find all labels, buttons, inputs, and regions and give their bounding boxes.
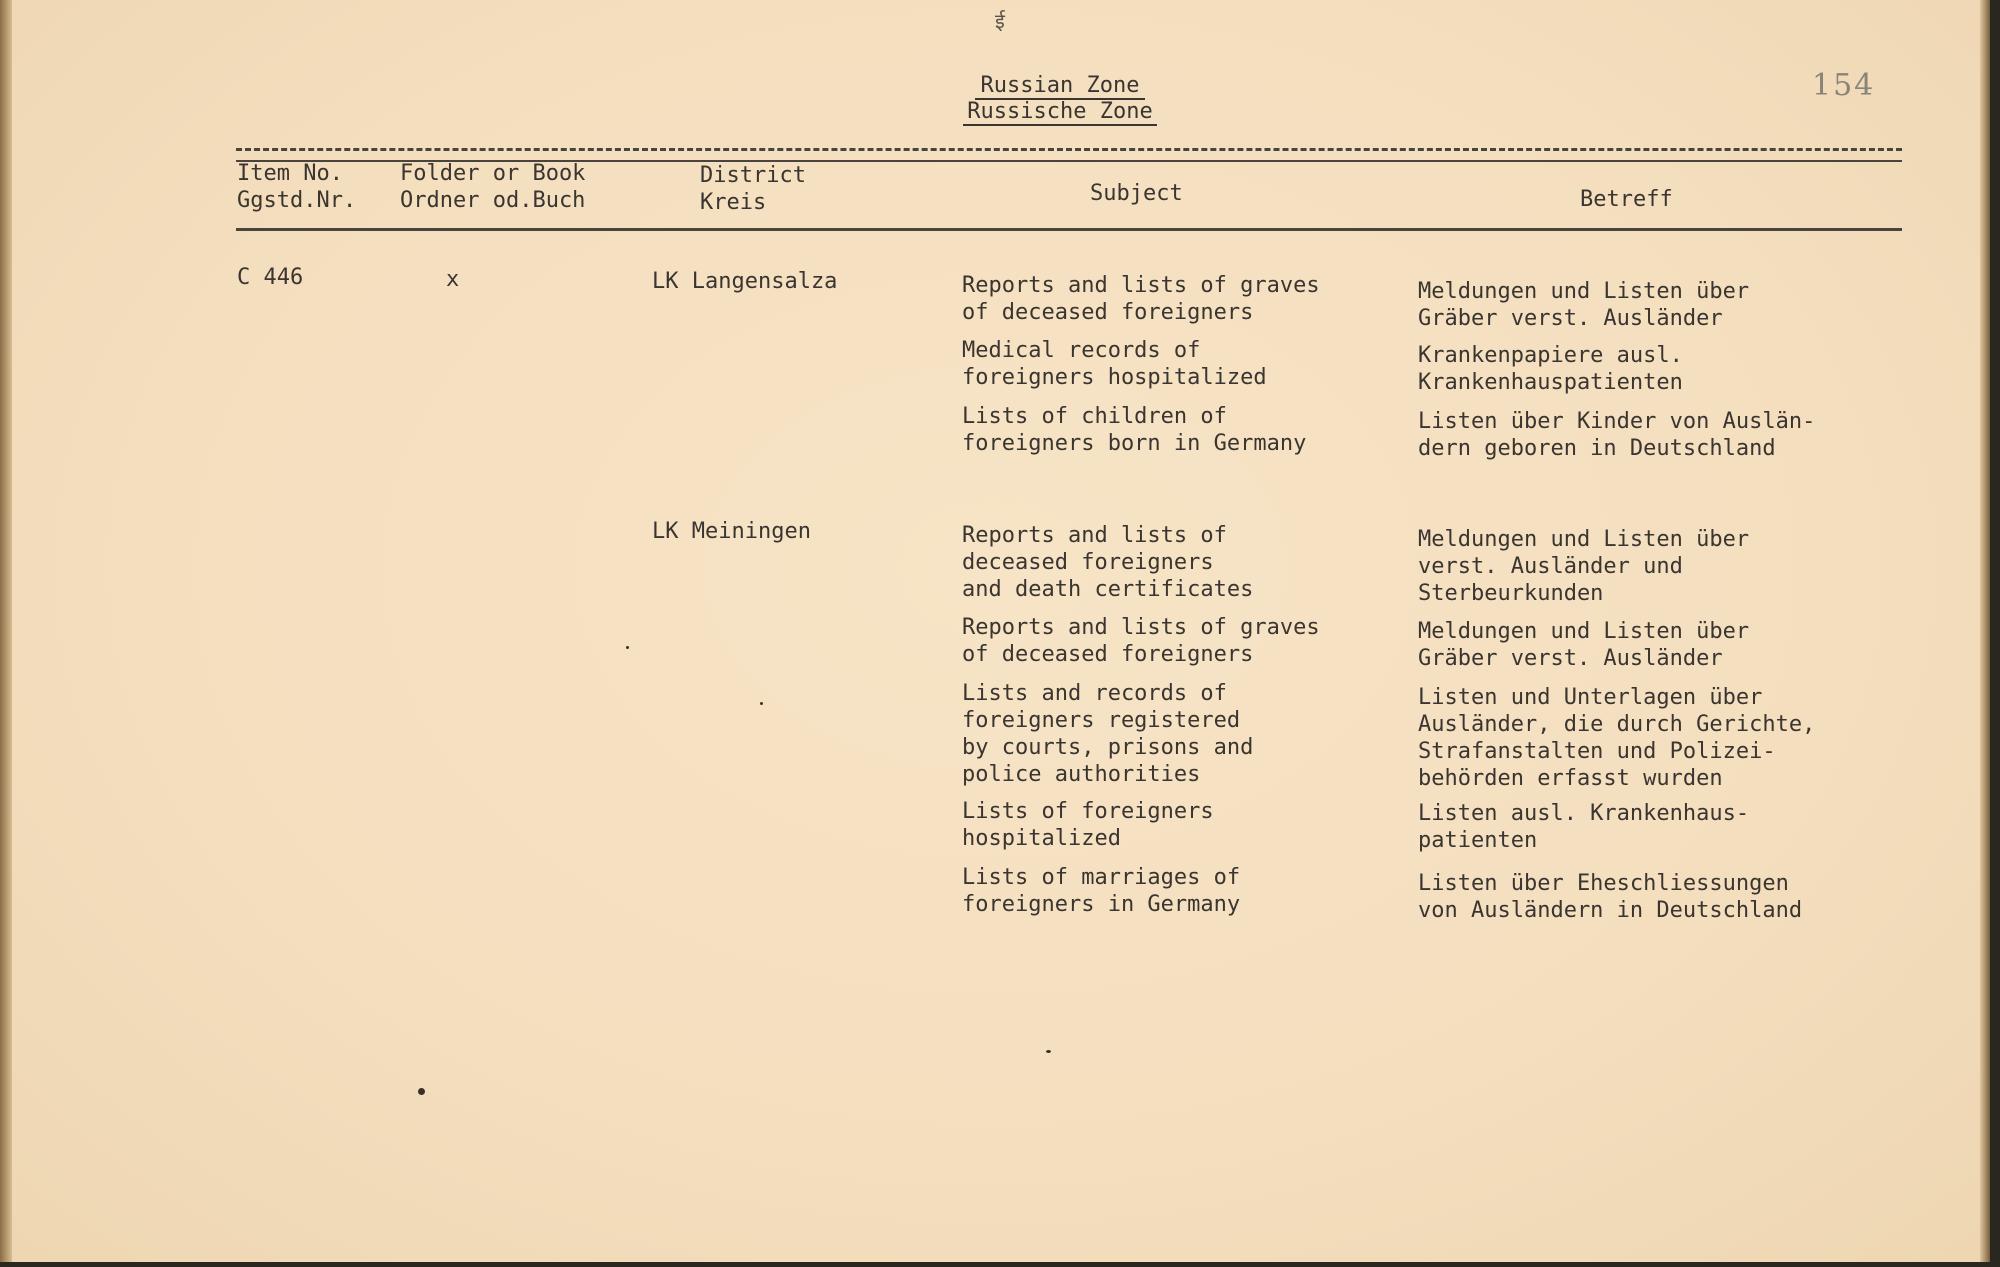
paper-speck: [1046, 1050, 1051, 1053]
top-mark: ई: [995, 9, 1005, 33]
paper-speck: [626, 646, 629, 649]
subject-cell: Lists of marriages of foreigners in Germany: [962, 865, 1241, 917]
header-bottom-rule: [236, 228, 1902, 231]
subject-cell: Lists of foreigners hospitalized: [962, 799, 1214, 851]
betreff-cell: Listen und Unterlagen über Ausländer, die durch Gerichte, Strafanstalten und Polizei- behörden erfasst wurden: [1418, 685, 1816, 791]
zone-title: [940, 74, 1180, 126]
betreff-cell: Listen über Eheschliessungen von Ausländern in Deutschland: [1418, 871, 1803, 923]
betreff-cell: Meldungen und Listen über Gräber verst. Ausländer: [1418, 279, 1750, 331]
column-header-subject: Subject: [1090, 181, 1183, 206]
subject-cell: Lists of children of foreigners born in Germany: [962, 404, 1307, 456]
column-header-item-no: Item No. Ggstd.Nr.: [237, 161, 357, 213]
header-top-rule: [236, 148, 1902, 151]
subject-cell: Reports and lists of graves of deceased foreigners: [962, 615, 1320, 667]
column-header-district: District Kreis: [700, 163, 806, 215]
betreff-cell: Meldungen und Listen über Gräber verst. Ausländer: [1418, 619, 1750, 671]
entry-folder: x: [446, 267, 460, 292]
zone-title-german: Russische Zone: [963, 100, 1156, 126]
entry-item-no: C 446: [237, 265, 304, 290]
subject-cell: Reports and lists of graves of deceased foreigners: [962, 273, 1320, 325]
zone-title-english: Russian Zone: [975, 74, 1146, 100]
column-header-folder: Folder or Book Ordner od.Buch: [400, 161, 586, 213]
column-header-betreff: Betreff: [1580, 187, 1673, 212]
paper-speck: [760, 702, 763, 705]
subject-cell: Lists and records of foreigners registered by courts, prisons and police authorities: [962, 681, 1254, 787]
betreff-cell: Krankenpapiere ausl. Krankenhauspatienten: [1418, 343, 1683, 395]
paper-speck: [418, 1088, 425, 1095]
page-number: 154: [1812, 68, 1876, 103]
subject-cell: Reports and lists of deceased foreigners and death certificates: [962, 523, 1254, 602]
district-name: LK Meiningen: [652, 519, 811, 544]
district-name: LK Langensalza: [652, 269, 838, 294]
betreff-cell: Meldungen und Listen über verst. Ausländer und Sterbeurkunden: [1418, 527, 1750, 606]
betreff-cell: Listen über Kinder von Auslän- dern geboren in Deutschland: [1418, 409, 1816, 461]
subject-cell: Medical records of foreigners hospitalized: [962, 338, 1267, 390]
betreff-cell: Listen ausl. Krankenhaus- patienten: [1418, 801, 1750, 853]
